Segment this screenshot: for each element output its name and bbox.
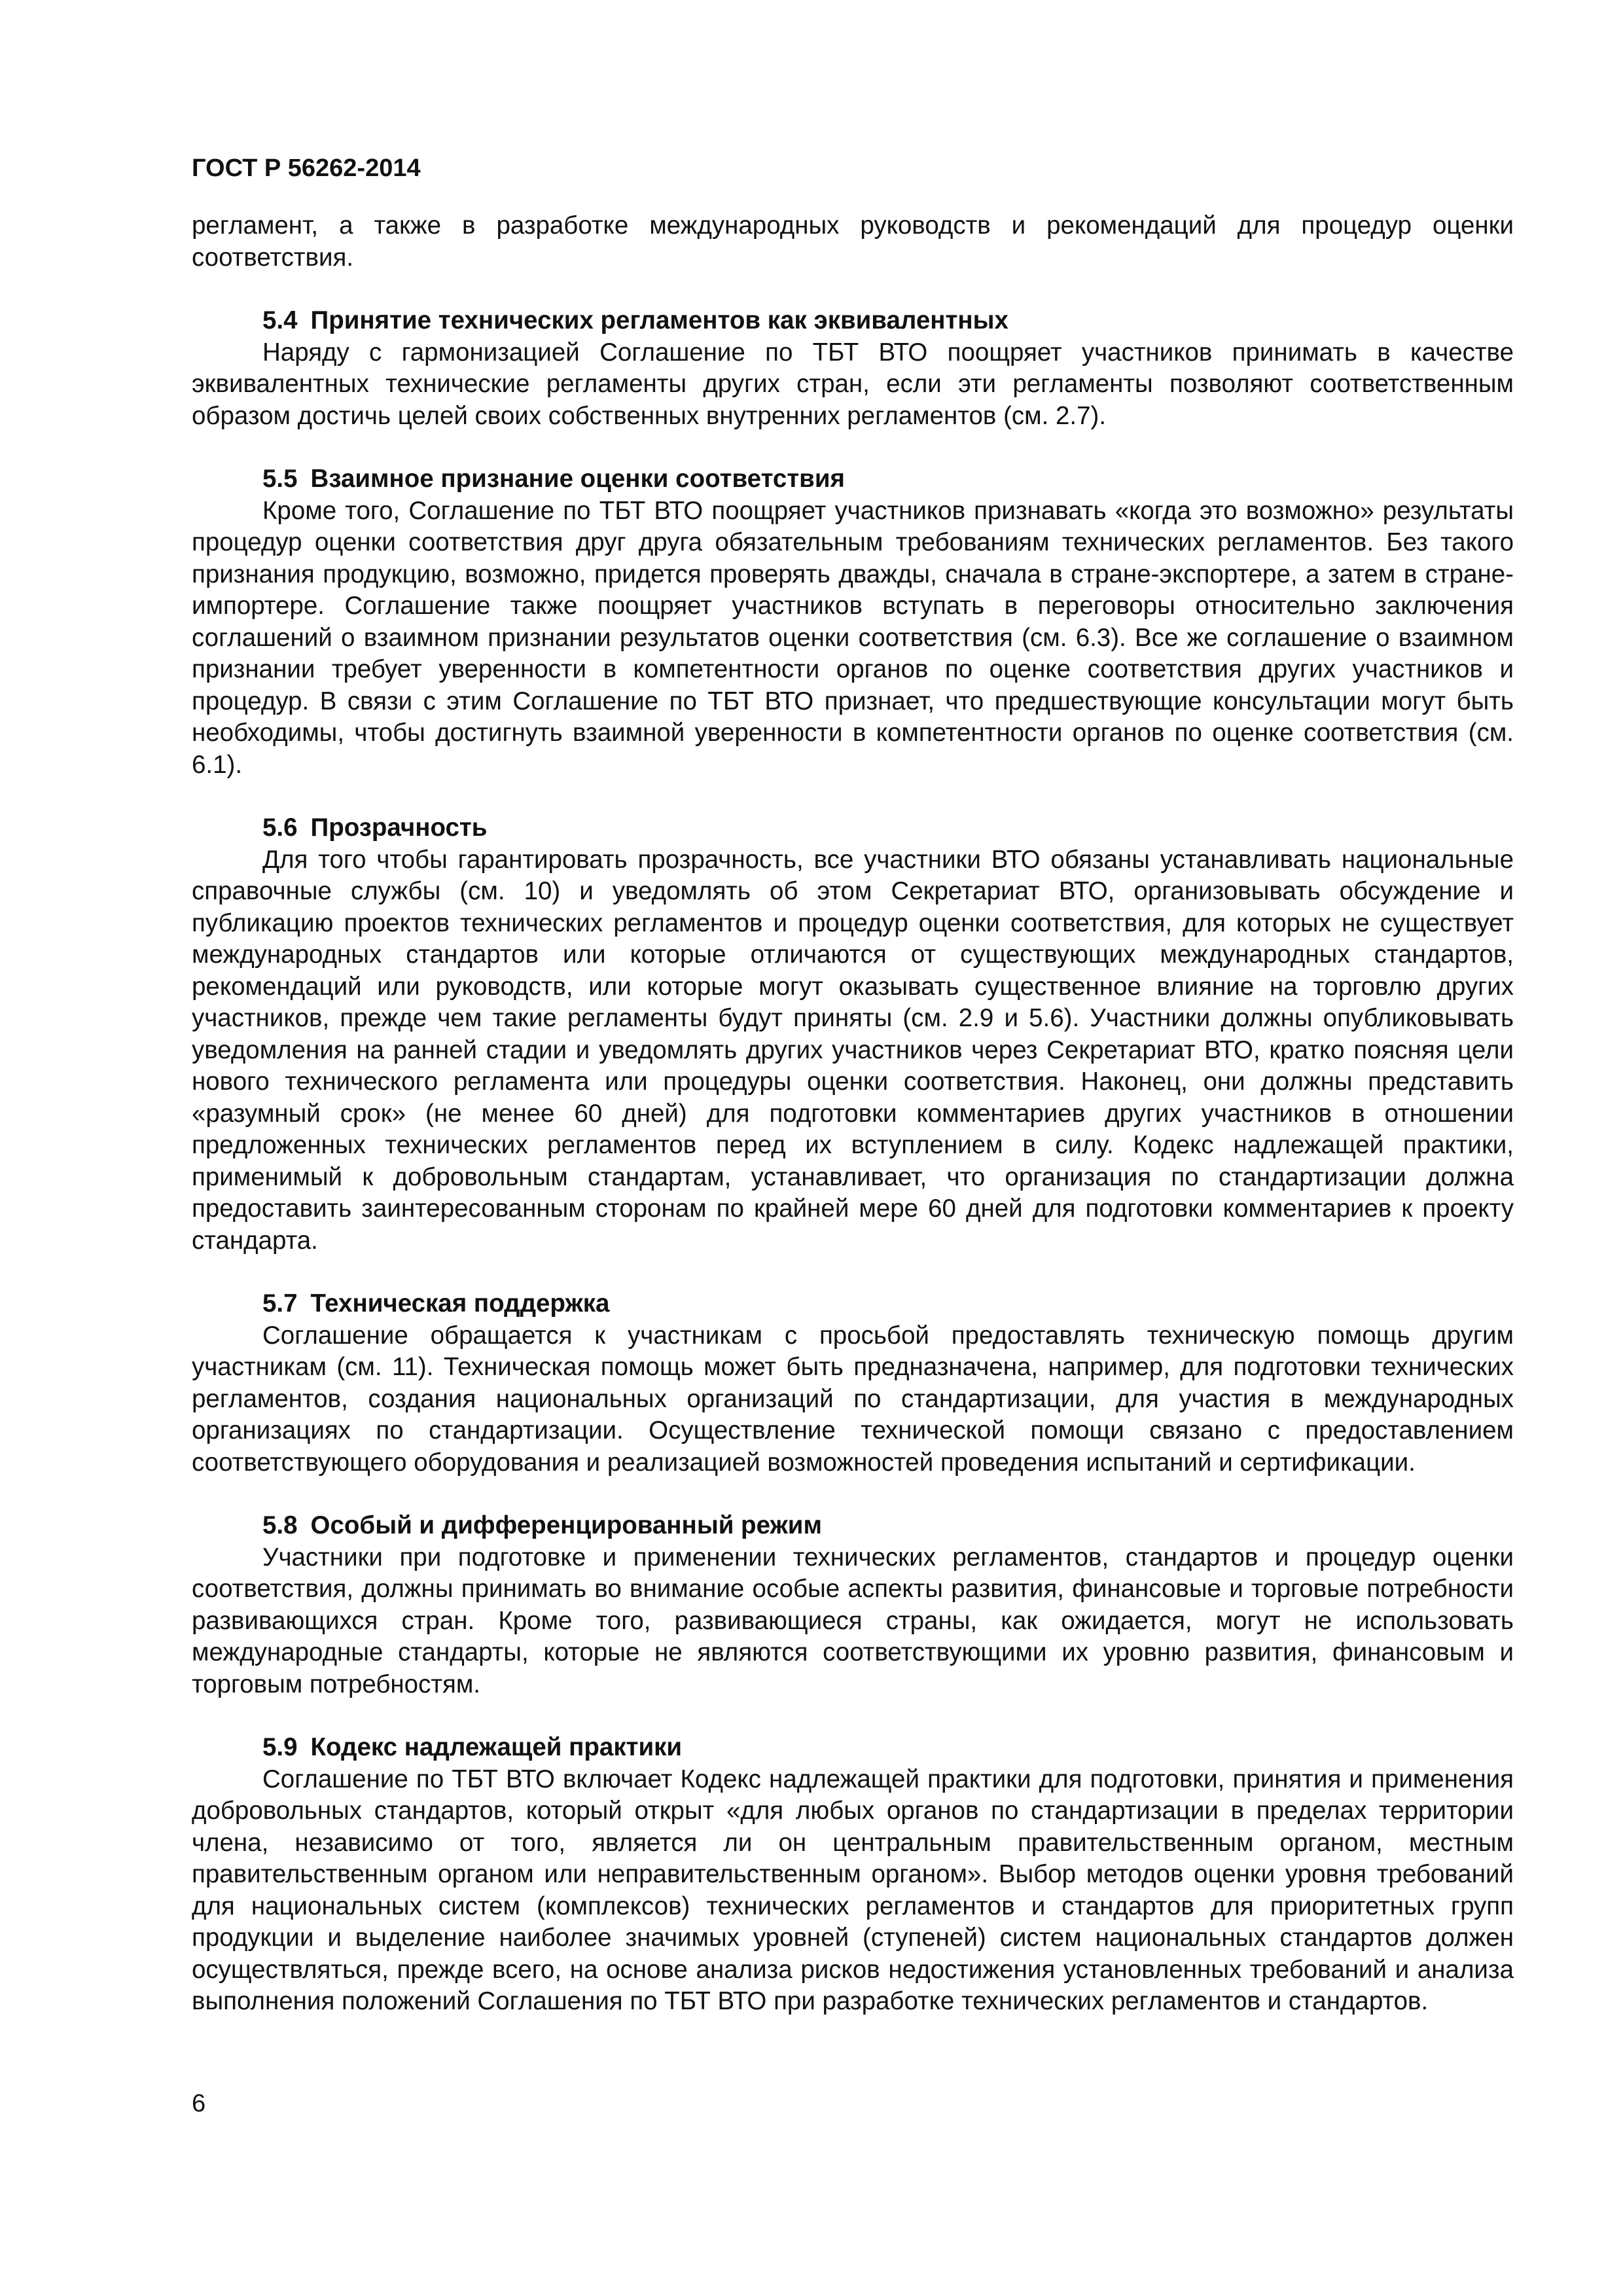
section-title xyxy=(192,812,1514,844)
section-5-4 xyxy=(192,305,1514,432)
section-paragraph: Кроме того, Соглашение по ТБТ ВТО поощряет участников признавать «когда это возможно» результаты процедур оценки соответствия друг друга обязательным требованиям технических регламентов. Без такого признания продукцию, возможно, придется проверять дважды, сначала в стране-экспортере, а затем в стране-импортере. Соглашение также поощряет участников вступать в переговоры относительно заключения соглашений о взаимном признании результатов оценки соответствия (см. 6.3). Все же соглашение о взаимном признании требует уверенности в компетентности органов по оценке соответствия других участников и процедур. В связи с этим Соглашение по ТБТ ВТО признает, что предшествующие консультации могут быть необходимы, чтобы достигнуть взаимной уверенности в компетентности органов по оценке соответствия (см. 6.1). xyxy=(192,496,1514,779)
section-5-8 xyxy=(192,1510,1514,1700)
section-paragraph: Соглашение по ТБТ ВТО включает Кодекс надлежащей практики для подготовки, принятия и применения добровольных стандартов, который открыт «для любых органов по стандартизации в пределах территории члена, независимо от того, является ли он центральным правительственным органом, местным правительственным органом или неправительственным органом». Выбор методов оценки уровня требований для национальных систем (комплексов) технических регламентов и стандартов для приоритетных групп продукции и выделение наиболее значимых уровней (ступеней) систем национальных стандартов должен осуществляться, прежде всего, на основе анализа рисков недостижения установленных требований и анализа выполнения положений Соглашения по ТБТ ВТО при разработке технических регламентов и стандартов. xyxy=(192,1765,1514,2015)
section-number: 5.4 xyxy=(262,306,298,334)
section-title xyxy=(192,305,1514,337)
document-code-header: ГОСТ Р 56262-2014 xyxy=(192,154,421,182)
section-number: 5.5 xyxy=(262,465,298,493)
section-5-5 xyxy=(192,463,1514,781)
section-5-7 xyxy=(192,1288,1514,1479)
section-heading: Техническая поддержка xyxy=(310,1289,610,1318)
section-number: 5.8 xyxy=(262,1511,298,1539)
section-number: 5.6 xyxy=(262,814,298,842)
section-paragraph: Участники при подготовке и применении технических регламентов, стандартов и процедур оценки соответствия, должны принимать во внимание особые аспекты развития, финансовые и торговые потребности развивающихся стран. Кроме того, развивающиеся страны, как ожидается, могут не использовать международные стандарты, которые не являются соответствующими их уровню развития, финансовым и торговым потребностям. xyxy=(192,1543,1514,1698)
section-heading: Взаимное признание оценки соответствия xyxy=(310,465,845,493)
section-paragraph: Соглашение обращается к участникам с просьбой предоставлять техническую помощь другим участникам (см. 11). Техническая помощь может быть предназначена, например, для подготовки технических регламентов, создания национальных организаций по стандартизации, для участия в международных организациях по стандартизации. Осуществление технической помощи связано с предоставлением соответствующего оборудования и реализацией возможностей проведения испытаний и сертификации. xyxy=(192,1321,1514,1477)
section-paragraph: Наряду с гармонизацией Соглашение по ТБТ ВТО поощряет участников принимать в качестве эквивалентных технические регламенты других стран, если эти регламенты позволяют соответственным образом достичь целей своих собственных внутренних регламентов (см. 2.7). xyxy=(192,338,1514,430)
section-5-6 xyxy=(192,812,1514,1257)
section-heading: Кодекс надлежащей практики xyxy=(310,1733,683,1761)
section-title xyxy=(192,463,1514,495)
section-heading: Особый и дифференцированный режим xyxy=(310,1511,822,1539)
section-heading: Принятие технических регламентов как эквивалентных xyxy=(310,306,1008,334)
section-number: 5.9 xyxy=(262,1733,298,1761)
document-page xyxy=(192,152,1514,2018)
section-paragraph: Для того чтобы гарантировать прозрачность, все участники ВТО обязаны устанавливать национальные справочные службы (см. 10) и уведомлять об этом Секретариат ВТО, организовывать обсуждение и публикацию проектов технических регламентов и процедур оценки соответствия, для которых не существует международных стандартов или которые отличаются от существующих международных стандартов, рекомендаций или руководств, или которые могут оказывать существенное влияние на торговлю других участников, прежде чем такие регламенты будут приняты (см. 2.9 и 5.6). Участники должны опубликовывать уведомления на ранней стадии и уведомлять других участников через Секретариат ВТО, кратко поясняя цели нового технического регламента или процедуры оценки соответствия. Наконец, они должны представить «разумный срок» (не менее 60 дней) для подготовки комментариев других участников в отношении предложенных технических регламентов перед их вступлением в силу. Кодекс надлежащей практики, применимый к добровольным стандартам, устанавливает, что организация по стандартизации должна предоставить заинтересованным сторонам по крайней мере 60 дней для подготовки комментариев к проекту стандарта. xyxy=(192,845,1514,1255)
section-5-9 xyxy=(192,1732,1514,2018)
section-heading: Прозрачность xyxy=(310,814,488,842)
section-title xyxy=(192,1732,1514,1764)
section-number: 5.7 xyxy=(262,1289,298,1318)
page-number: 6 xyxy=(192,2090,206,2117)
section-title xyxy=(192,1288,1514,1320)
intro-paragraph: регламент, а также в разработке международных руководств и рекомендаций для процедур оценки соответствия. xyxy=(192,211,1514,272)
section-title xyxy=(192,1510,1514,1542)
